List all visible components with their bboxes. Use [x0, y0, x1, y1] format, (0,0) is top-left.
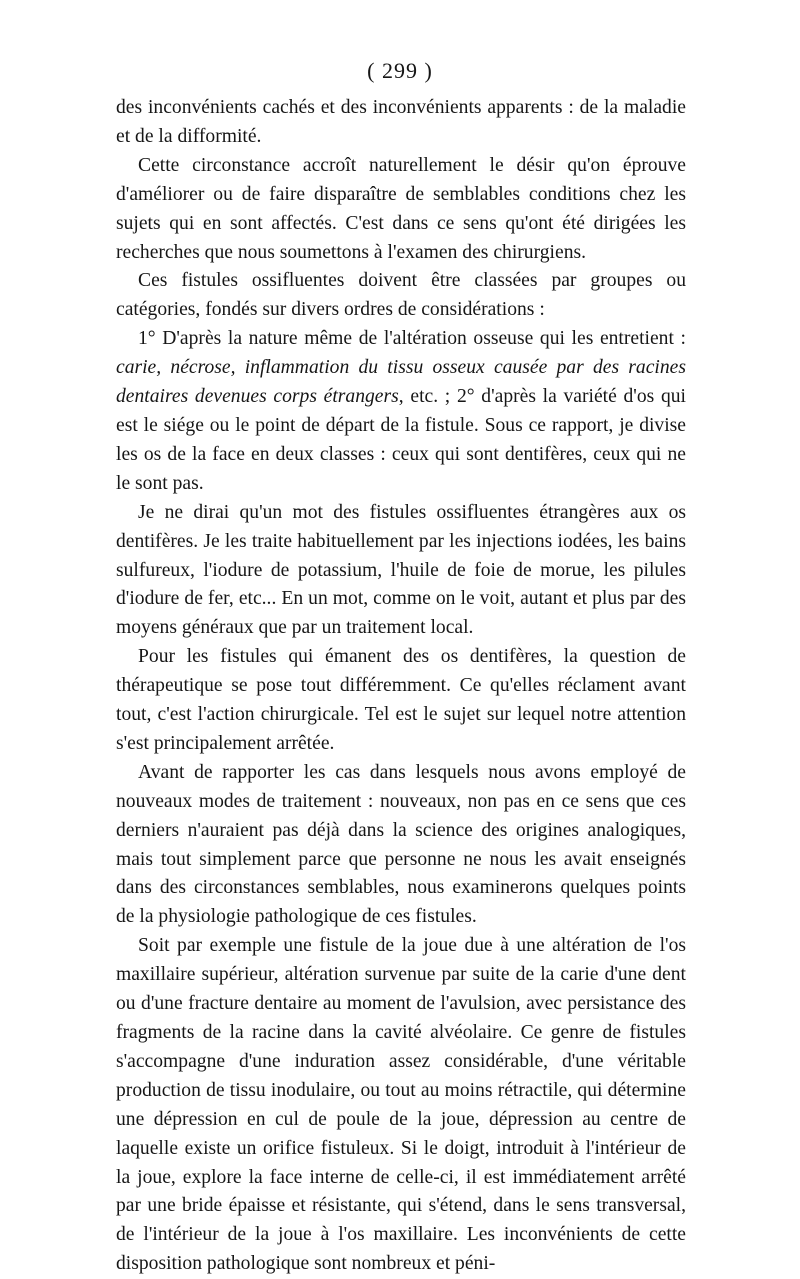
- paragraph-exemple: Soit par exemple une fistule de la joue due à une altération de l'os maxillaire supérieur, altération survenue par suite de la carie d'une dent ou d'une fracture dentaire au moment de l'avulsion, avec persistance des fragments de la racine dans la cavité alvéolaire. Ce genre de fistules s'accompagne d'une induration assez considérable, d'une véritable production de tissu inodulaire, ou tout au moins rétractile, qui détermine une dépression en cul de poule de la joue, dépression au centre de laquelle existe un orifice fistuleux. Si le doigt, introduit à l'intérieur de la joue, explore la face interne de celle-ci, il est immédiatement arrêté par une bride épaisse et résistante, qui s'étend, dans le sens transversal, de l'intérieur de la joue à l'os maxillaire. Les inconvénients de cette disposition pathologique sont nombreux et péni-: [116, 935, 686, 1275]
- paragraph-circonstance: Cette circonstance accroît naturellement le désir qu'on éprouve d'améliorer ou de faire disparaître de semblables conditions chez les sujets qui en sont affectés. C'est dans ce sens qu'ont été dirigées les recherches que nous soumettons à l'examen des chirurgiens.: [116, 154, 686, 263]
- criteria-intro: 1° D'après la nature même de l'altération osseuse qui les entretient :: [138, 328, 686, 350]
- paragraph-dentiferes: Pour les fistules qui émanent des os dentifères, la question de thérapeutique se pose tout différemment. Ce qu'elles réclament avant tout, c'est l'action chirurgicale. Tel est le sujet sur lequel notre attention s'est principalement arrêtée.: [116, 646, 686, 754]
- paragraph-classification: Ces fistules ossifluentes doivent être classées par groupes ou catégories, fondés sur divers ordres de considérations :: [116, 270, 686, 321]
- paragraph-non-dentiferes: Je ne dirai qu'un mot des fistules ossifluentes étrangères aux os dentifères. Je les traite habituellement par les injections iodées, les bains sulfureux, l'iodure de potassium, l'huile de foie de morue, les pilules d'iodure de fer, etc... En un mot, comme on le voit, autant et plus par des moyens généraux que par un traitement local.: [116, 501, 686, 639]
- criteria-rest: , etc. ; 2° d'après la variété d'os qui est le siége ou le point de départ de la fistule. Sous ce rapport, je divise les os de la face en deux classes : ceux qui sont dentifères, ceux qui ne le sont pas.: [116, 386, 687, 494]
- body-text: [116, 94, 686, 1279]
- page-number: ( 299 ): [367, 58, 433, 83]
- criteria-italic-list: carie, nécrose, inflammation du tissu osseux causée par des racines dentaires devenues corps étrangers: [116, 357, 686, 408]
- paragraph-traitement: Avant de rapporter les cas dans lesquels nous avons employé de nouveaux modes de traitement : nouveaux, non pas en ce sens que ces derniers n'auraient pas déjà dans la science des origines analogiques, mais tout simplement parce que personne ne nous les avait enseignés dans des circonstances semblables, nous examinerons quelques points de la physiologie pathologique de ces fistules.: [116, 761, 686, 928]
- paragraph-numbered-criteria: [116, 325, 686, 498]
- paragraph-continuation: des inconvénients cachés et des inconvénients apparents : de la maladie et de la difformité.: [116, 97, 686, 147]
